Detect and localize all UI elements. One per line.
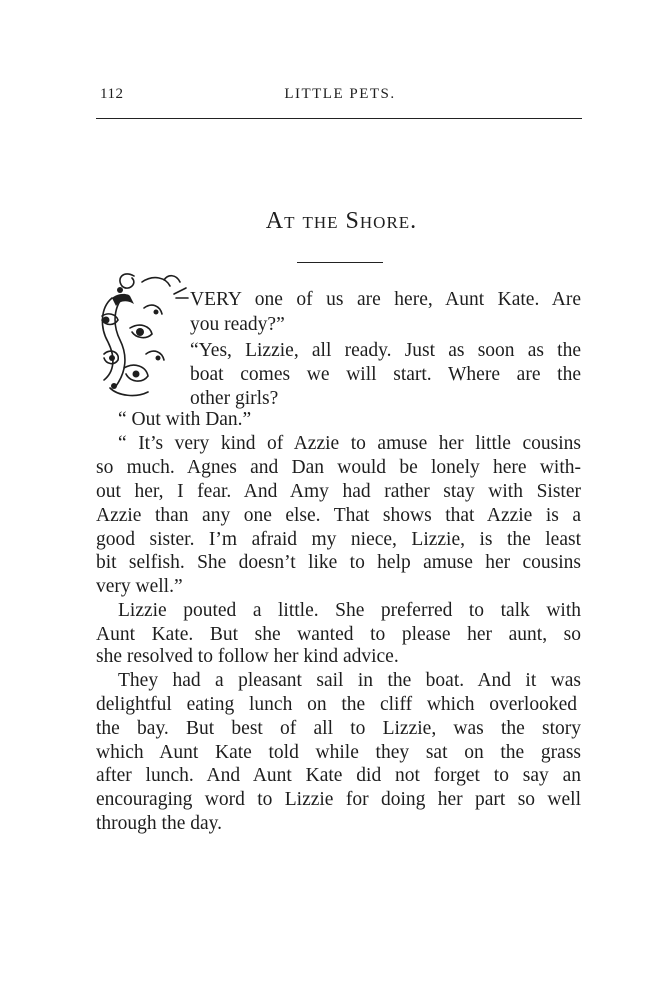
text-line: so much. Agnes and Dan would be lonely here with-: [96, 457, 581, 478]
running-title: LITTLE PETS.: [284, 86, 396, 102]
text-line: Aunt Kate. But she wanted to please her aunt, so: [96, 624, 581, 645]
text-line: They had a pleasant sail in the boat. And it was: [118, 670, 581, 691]
text-line: out her, I fear. And Amy had rather stay with Sister: [96, 481, 581, 502]
text-line: the bay. But best of all to Lizzie, was the story: [96, 718, 581, 739]
text-line: VERY one of us are here, Aunt Kate. Are: [190, 289, 581, 310]
chapter-title: At the Shore.: [265, 208, 418, 234]
text-line: delightful eating lunch on the cliff which overlooked: [96, 694, 577, 715]
text-line: Lizzie pouted a little. She preferred to talk with: [118, 600, 581, 621]
dropcap-flourish-icon: [94, 268, 190, 402]
text-line: she resolved to follow her kind advice.: [96, 646, 399, 667]
text-line: through the day.: [96, 813, 222, 834]
text-line: bit selfish. She doesn’t like to help amuse her cousins: [96, 552, 581, 573]
text-line: Azzie than any one else. That shows that Azzie is a: [96, 505, 581, 526]
text-line: “ It’s very kind of Azzie to amuse her little cousins: [118, 433, 581, 454]
text-line: good sister. I’m afraid my niece, Lizzie, is the least: [96, 529, 581, 550]
text-line: after lunch. And Aunt Kate did not forget to say an: [96, 765, 581, 786]
text-line: other girls?: [190, 388, 279, 409]
text-line: “Yes, Lizzie, all ready. Just as soon as the: [190, 340, 581, 361]
ornamental-dropcap: [94, 268, 190, 402]
title-rule: [297, 262, 383, 263]
text-line: boat comes we will start. Where are the: [190, 364, 581, 385]
page-number: 112: [100, 86, 124, 102]
page-header: [100, 86, 580, 110]
text-line: which Aunt Kate told while they sat on the grass: [96, 742, 581, 763]
text-line: “ Out with Dan.”: [118, 409, 252, 430]
header-rule: [96, 118, 582, 119]
text-line: you ready?”: [190, 314, 285, 335]
text-line: encouraging word to Lizzie for doing her part so well: [96, 789, 581, 810]
text-line: very well.”: [96, 576, 183, 597]
